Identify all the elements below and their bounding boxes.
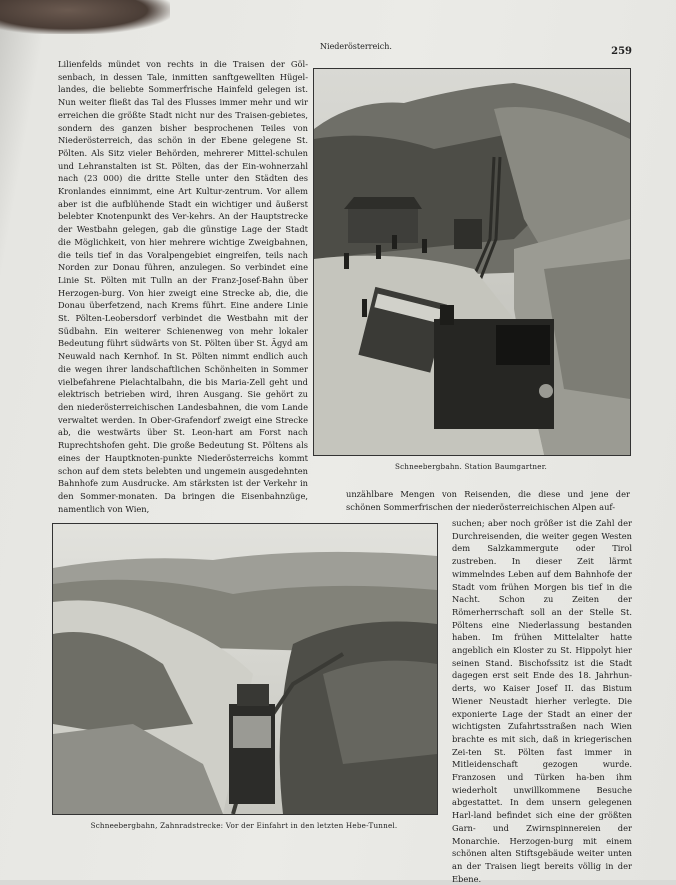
photo-bottom-caption: Schneebergbahn, Zahnradstrecke: Vor der Einfahrt in den letzten Hebe-Tunnel. (90, 821, 398, 830)
photo-top-caption: Schneebergbahn. Station Baumgartner. (394, 462, 548, 471)
paragraph-middle: unzählbare Mengen von Reisenden, die diese und jene der schönen Sommerfrischen der niederösterreichischen Alpen auf- (346, 489, 630, 512)
photo-bottom-illustration (53, 524, 437, 814)
photo-top-illustration (314, 69, 630, 455)
running-header: Niederösterreich. (320, 42, 392, 51)
page-number: 259 (611, 46, 632, 57)
paragraph-right: suchen; aber noch größer ist die Zahl der Durchreisenden, die weiter gegen Westen dem Salzkammergute oder Tirol zustreben. In dieser Zeit lärmt wimmelndes Leben auf dem Bahnhofe der Stadt vom frühen Morgen bis tief in die Nacht. Schon zu Zeiten der Römerherrschaft soll an der Stelle St. Pöltens eine Niederlassung bestanden haben. Im frühen Mittelalter hatte angeblich ein Kloster zu St. Hippolyt hier seinen Stand. Bischofssitz ist die Stadt dagegen erst seit Ende des 18. Jahrhun-derts, wo Kaiser Josef II. das Bistum Wiener Neustadt hierher verlegte. Die exponierte Lage der Stadt an einer der wichtigsten Zufahrtsstraßen nach Wien brachte es mit sich, daß in kriegerischen Zei-ten St. Pölten fast immer in Mitleidenschaft gezogen wurde. Franzosen und Türken ha-ben ihm wiederholt unwillkommene Besuche abgestattet. In dem unsern gelegenen Harl-land befindet sich eine der größten Garn- und Zwirnspinnereien der Monarchie. Herzogen-burg mit einem schönen alten Stiftsgebäude weiter unten an der Traisen liegt bereits völlig in der Ebene. (452, 518, 632, 884)
photo-station-baumgartner (313, 68, 631, 456)
text-line-middle (346, 488, 630, 514)
text-column-right (452, 517, 632, 884)
photo-rack-railway (52, 523, 438, 815)
thumb-shadow (0, 0, 170, 34)
paragraph-left: Lilienfelds mündet von rechts in die Traisen der Göl-senbach, in dessen Tale, inmitten sanftgewellten Hügel-landes, die beliebte Sommerfrische Hainfeld gelegen ist. Nun weiter fließt das Tal des Flusses immer mehr und wir erreichen die größte Stadt nicht nur des Traisen-gebietes, sondern des ganzen bisher besprochenen Teiles von Niederösterreich, das schön in der Ebene gelegene St. Pölten. Als Sitz vieler Behörden, mehrerer Mittel-schulen und Lehranstalten ist St. Pölten, das der Ein-wohnerzahl nach (23 000) die dritte Stelle unter den Städten des Kronlandes einnimmt, eine Art Kultur-zentrum. Vor allem aber ist die aufblühende Stadt ein wichtiger und äußerst belebter Knotenpunkt des Ver-kehrs. An der Hauptstrecke der Westbahn gelegen, gab die günstige Lage der Stadt die Möglichkeit, von hier mehrere wichtige Zweigbahnen, die teils tief in das Voralpengebiet eingreifen, teils nach Norden zur Donau führen, anzulegen. So verbindet eine Linie St. Pölten mit Tulln an der Franz-Josef-Bahn über Herzogen-burg. Von hier zweigt eine Strecke ab, die, die Donau überfetzend, nach Krems führt. Eine andere Linie St. Pölten-Leobersdorf verbindet die Westbahn mit der Südbahn. Ein weiterer Schienenweg von mehr lokaler Bedeutung führt südwärts von St. Pölten über St. Ägyd am Neuwald nach Kernhof. In St. Pölten nimmt endlich auch die wegen ihrer landschaftlichen Schönheiten in Sommer vielbefahrene Pielachtalbahn, die bis Maria-Zell geht und elektrisch betrieben wird, ihren Ausgang. Sie gehört zu den niederösterreichischen Landesbahnen, die vom Lande verwaltet werden. In Ober-Grafendorf zweigt eine Strecke ab, die westwärts über St. Leon-hart am Forst nach Ruprechtshofen geht. Die große Bedeutung St. Pöltens als eines der Hauptknoten-punkte Niederösterreichs kommt schon auf dem stets belebten und ungemein ausgedehnten Bahnhofe zum Ausdrucke. Am stärksten ist der Verkehr in den Sommer-monaten. Da bringen die Eisenbahnzüge, namentlich von Wien, (58, 59, 308, 514)
text-column-left (58, 58, 308, 516)
